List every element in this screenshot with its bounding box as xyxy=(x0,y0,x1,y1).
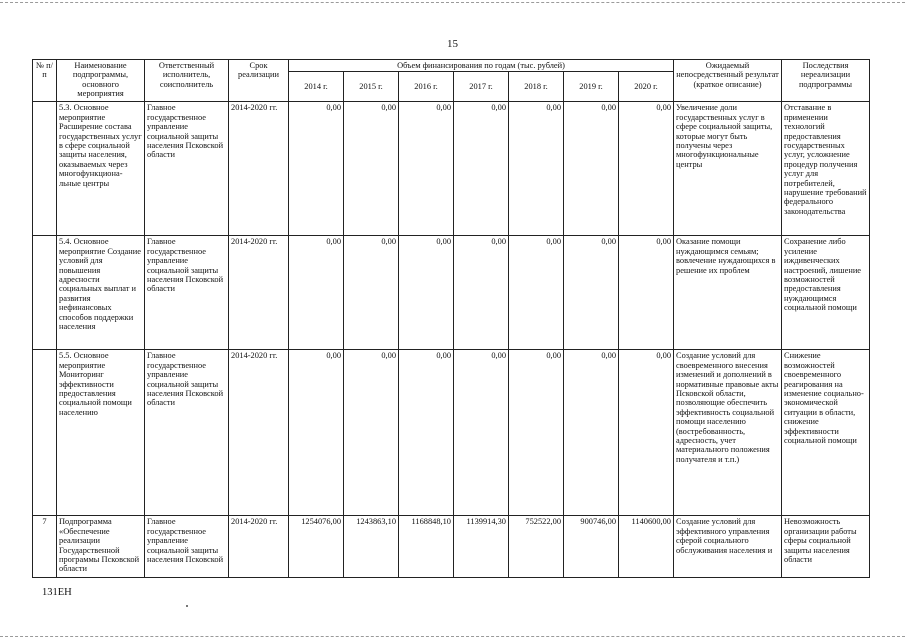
row-value: 1243863,10 xyxy=(344,516,399,578)
header-year: 2020 г. xyxy=(619,72,674,102)
table-row xyxy=(33,236,870,350)
row-no xyxy=(33,102,57,236)
header-financing: Объем финансирования по годам (тыс. рублей) xyxy=(289,60,674,72)
row-executor: Главное государственное управление социальной защиты населения Псковской области xyxy=(145,236,229,350)
row-value: 0,00 xyxy=(289,102,344,236)
header-period: Срок реализации xyxy=(229,60,289,102)
row-name: 5.5. Основное мероприятие Мониторинг эффективности предоставления социальной помощи населению xyxy=(57,350,145,516)
row-name: 5.4. Основное мероприятие Создание условий для повышения адресности социальных выплат и развития нефинансовых способов поддержки населения xyxy=(57,236,145,350)
row-value: 0,00 xyxy=(509,236,564,350)
row-value: 0,00 xyxy=(509,102,564,236)
row-value: 0,00 xyxy=(564,350,619,516)
row-value: 0,00 xyxy=(289,236,344,350)
row-value: 0,00 xyxy=(344,236,399,350)
row-value: 1140600,00 xyxy=(619,516,674,578)
row-value: 0,00 xyxy=(399,236,454,350)
table-row xyxy=(33,350,870,516)
row-value: 0,00 xyxy=(454,350,509,516)
table-row xyxy=(33,102,870,236)
row-value: 0,00 xyxy=(509,350,564,516)
header-year: 2014 г. xyxy=(289,72,344,102)
row-result: Оказание помощи нуждающимся семьям; вовлечение нуждающихся в решение их проблем xyxy=(674,236,782,350)
row-consequences: Снижение возможностей своевременного реагирования на изменение социально-экономической ситуации в области, снижение эффективности социальной помощи xyxy=(782,350,870,516)
row-executor: Главное государственное управление социальной защиты населения Псковской области xyxy=(145,350,229,516)
row-executor: Главное государственное управление социальной защиты населения Псковской xyxy=(145,516,229,578)
program-financing-table xyxy=(32,59,870,578)
row-result: Увеличение доли государственных услуг в сфере социальной защиты, которые могут быть получены через многофункциональные центры xyxy=(674,102,782,236)
header-name: Наименование подпрограммы, основного мероприятия xyxy=(57,60,145,102)
row-no xyxy=(33,350,57,516)
row-value: 0,00 xyxy=(344,350,399,516)
row-value: 752522,00 xyxy=(509,516,564,578)
row-value: 0,00 xyxy=(454,102,509,236)
bottom-scan-edge xyxy=(0,636,905,637)
table-row xyxy=(33,516,870,578)
row-consequences: Отставание в применении технологий предоставления государственных услуг, усложнение процедур получения услуг для потребителей, нарушение требований федерального законодательства xyxy=(782,102,870,236)
header-year: 2019 г. xyxy=(564,72,619,102)
header-no: № п/п xyxy=(33,60,57,102)
row-period: 2014-2020 гг. xyxy=(229,102,289,236)
header-year: 2015 г. xyxy=(344,72,399,102)
footer-code: 131ЕН xyxy=(42,587,72,598)
row-value: 0,00 xyxy=(454,236,509,350)
row-result: Создание условий для своевременного внесения изменений и дополнений в нормативные правовые акты Псковской области, позволяющие обеспечить эффективность социальной помощи населению (востребованность, адресность, учет материального положения получателя и т.п.) xyxy=(674,350,782,516)
row-value: 0,00 xyxy=(564,102,619,236)
row-value: 0,00 xyxy=(619,236,674,350)
row-value: 0,00 xyxy=(564,236,619,350)
row-value: 1254076,00 xyxy=(289,516,344,578)
row-consequences: Сохранение либо усиление иждивенческих настроений, лишение возможностей предоставления нуждающимся социальной помощи xyxy=(782,236,870,350)
row-value: 0,00 xyxy=(619,102,674,236)
row-no xyxy=(33,236,57,350)
row-result: Создание условий для эффективного управления сферой социального обслуживания населения и xyxy=(674,516,782,578)
row-value: 1168848,10 xyxy=(399,516,454,578)
row-period: 2014-2020 гг. xyxy=(229,350,289,516)
header-consequences: Последствия нереализации подпрограммы xyxy=(782,60,870,102)
header-result: Ожидаемый непосредственный результат (краткое описание) xyxy=(674,60,782,102)
row-name: 5.3. Основное мероприятие Расширение состава государственных услуг в сфере социальной защиты населения, оказываемых через многофункциона-льные центры xyxy=(57,102,145,236)
row-period: 2014-2020 гг. xyxy=(229,516,289,578)
row-value: 0,00 xyxy=(289,350,344,516)
row-value: 900746,00 xyxy=(564,516,619,578)
row-consequences: Невозможность организации работы сферы социальной защиты населения области xyxy=(782,516,870,578)
top-scan-edge xyxy=(0,2,905,3)
header-year: 2018 г. xyxy=(509,72,564,102)
row-value: 0,00 xyxy=(344,102,399,236)
scan-artifact xyxy=(186,605,188,607)
row-executor: Главное государственное управление социальной защиты населения Псковской области xyxy=(145,102,229,236)
row-no: 7 xyxy=(33,516,57,578)
page-number: 15 xyxy=(447,38,458,50)
row-value: 1139914,30 xyxy=(454,516,509,578)
row-value: 0,00 xyxy=(399,102,454,236)
row-name: Подпрограмма «Обеспечение реализации Государственной программы Псковской области xyxy=(57,516,145,578)
header-year: 2016 г. xyxy=(399,72,454,102)
header-year: 2017 г. xyxy=(454,72,509,102)
header-executor: Ответственный исполнитель, соисполнитель xyxy=(145,60,229,102)
row-value: 0,00 xyxy=(619,350,674,516)
row-value: 0,00 xyxy=(399,350,454,516)
row-period: 2014-2020 гг. xyxy=(229,236,289,350)
